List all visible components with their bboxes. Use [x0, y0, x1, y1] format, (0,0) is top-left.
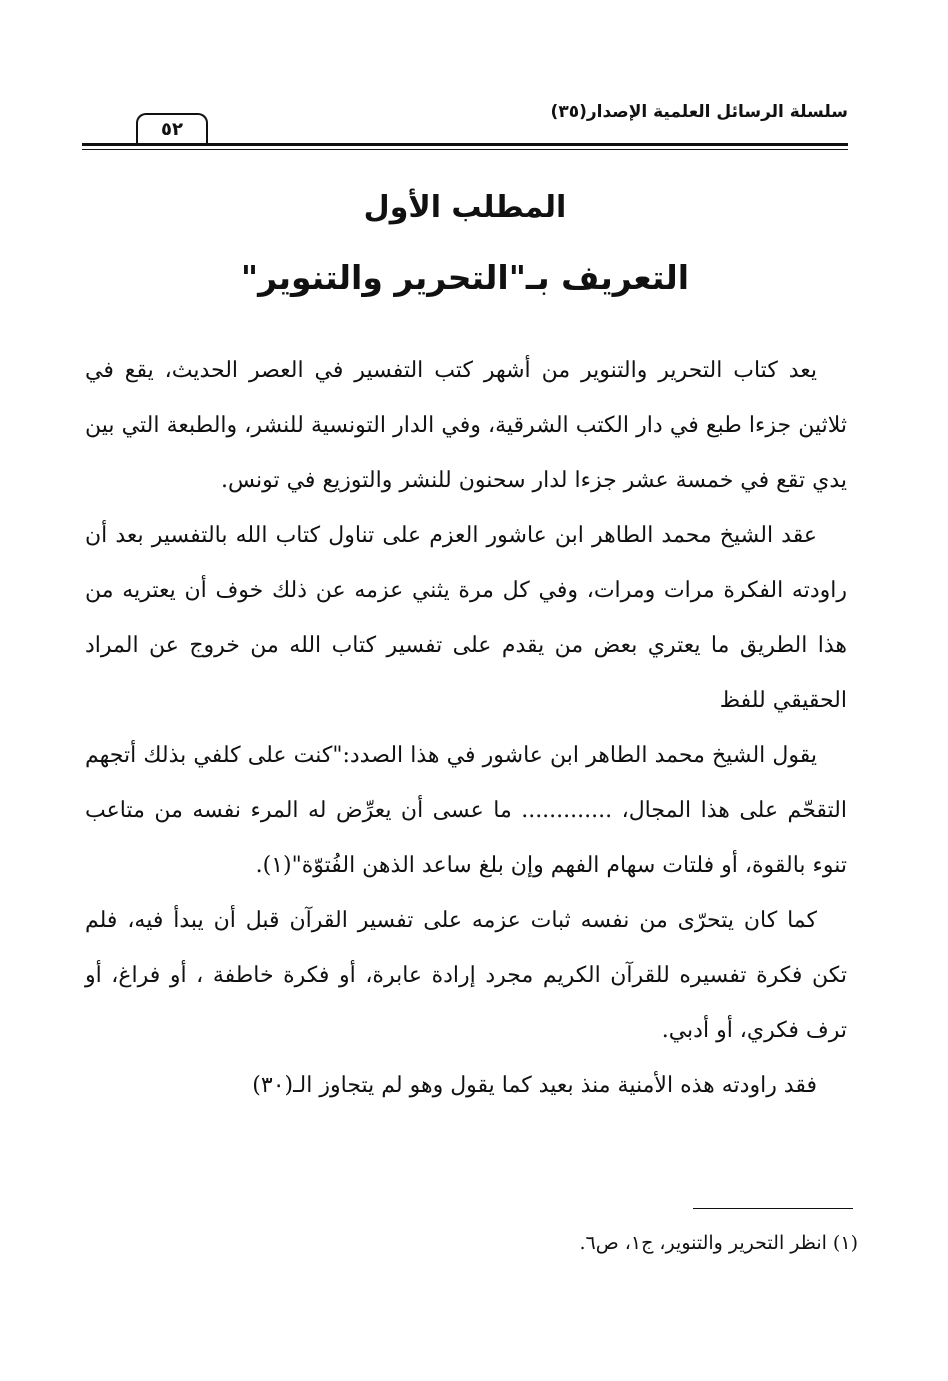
page-number: ٥٢: [136, 113, 208, 145]
header-rule-thin: [82, 149, 848, 150]
paragraph: كما كان يتحرّى من نفسه ثبات عزمه على تفسير القرآن قبل أن يبدأ فيه، فلم تكن فكرة تفسيره للقرآن الكريم مجرد إرادة عابرة، أو فكرة خاطفة ، أو فراغ، أو ترف فكري، أو أدبي.: [85, 908, 847, 1043]
footnote: (١) انظر التحرير والتنوير، ج١، ص٦.: [579, 1232, 858, 1254]
body-text: [85, 343, 847, 1113]
section-subtitle: التعريف بـ"التحرير والتنوير": [240, 258, 690, 297]
paragraph: يقول الشيخ محمد الطاهر ابن عاشور في هذا الصدد:"كنت على كلفي بذلك أتجهم التقحّم على هذا المجال، ............. ما عسى أن يعرِّض له المرء نفسه من متاعب تنوء بالقوة، أو فلتات سهام الفهم وإن بلغ ساعد الذهن الفُتوّة"(١).: [85, 743, 847, 878]
paragraph: عقد الشيخ محمد الطاهر ابن عاشور العزم على تناول كتاب الله بالتفسير بعد أن راودته الفكرة مرات ومرات، وفي كل مرة يثني عزمه عن ذلك خوف أن يعتريه من هذا الطريق ما يعتري بعض من يقدم على تفسير كتاب الله من خروج عن المراد الحقيقي للفظ: [85, 523, 847, 713]
paragraph: يعد كتاب التحرير والتنوير من أشهر كتب التفسير في العصر الحديث، يقع في ثلاثين جزءا طبع في دار الكتب الشرقية، وفي الدار التونسية للنشر، والطبعة التي بين يدي تقع في خمسة عشر جزءا لدار سحنون للنشر والتوزيع في تونس.: [85, 358, 847, 493]
section-title: المطلب الأول: [363, 190, 567, 225]
series-title: سلسلة الرسائل العلمية الإصدار(٣٥): [550, 102, 848, 122]
page-header: [82, 100, 848, 150]
paragraph: فقد راودته هذه الأمنية منذ بعيد كما يقول وهو لم يتجاوز الـ(٣٠): [252, 1073, 817, 1098]
footnote-divider: [693, 1208, 853, 1209]
header-rule-thick: [82, 143, 848, 146]
